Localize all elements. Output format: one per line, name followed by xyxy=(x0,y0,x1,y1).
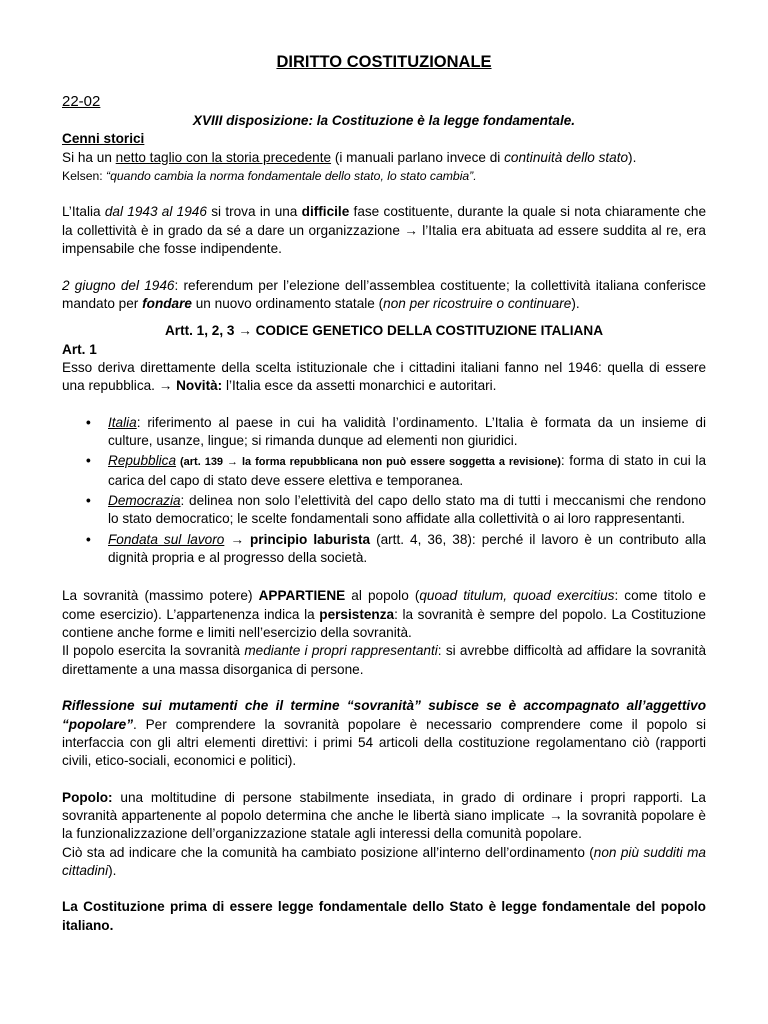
list-item: • Repubblica (art. 139 → la forma repubblicana non può essere soggetta a revisione): forma di stato in cui la carica del capo di stato deve essere elettiva e temporanea. xyxy=(86,453,706,488)
bullet-icon: • xyxy=(86,453,91,469)
subtitle: XVIII disposizione: la Costituzione è la legge fondamentale. xyxy=(192,113,576,128)
paragraph-fase-costituente: L’Italia dal 1943 al 1946 si trova in una difficile fase costituente, durante la quale si nota chiaramente che la collettività è in grado da sé a dare un organizzazione → l’Italia era abituata ad essere suddita al re, era impensabile che fosse indipendente. xyxy=(62,204,707,257)
bullet-icon: • xyxy=(86,531,91,547)
paragraph-riflessione: Riflessione sui mutamenti che il termine “sovranità” subisce se è accompagnato all’aggettivo “popolare”. Per comprendere la sovranità popolare è necessario comprendere come il popolo si interfaccia con gli altri elementi direttivi: i primi 54 articoli della costituzione regolamentano ciò (rapporti civili, etico-sociali, economici e politici). xyxy=(62,698,706,769)
bullet-icon: • xyxy=(86,414,91,430)
paragraph-sovranita: La sovranità (massimo potere) APPARTIENE al popolo (quoad titulum, quoad exercitius: come titolo e come esercizio). L’appartenenza indica la persistenza: la sovranità è sempre del popolo. La Costituzione contiene anche forme e limiti nell’esercizio della sovranità. xyxy=(62,588,706,641)
list-item: • Fondata sul lavoro → principio laburista (artt. 4, 36, 38): perché il lavoro è un contributo alla dignità propria e al progresso della società. xyxy=(86,531,706,565)
conclusion: La Costituzione prima di essere legge fondamentale dello Stato è legge fondamentale del popolo italiano. xyxy=(62,899,706,933)
paragraph-popolo-esercita: Il popolo esercita la sovranità mediante i propri rappresentanti: si avrebbe difficoltà ad affidare la sovranità direttamente a una massa disorganica di persone. xyxy=(62,643,707,677)
art1-paragraph: Esso deriva direttamente della scelta istituzionale che i cittadini italiani fanno nel 1946: quella di essere una repubblica. → Novità: l’Italia esce da assetti monarchici e autoritari. xyxy=(62,359,706,394)
art1-heading: Art. 1 xyxy=(62,341,97,357)
paragraph-comunita: Ciò sta ad indicare che la comunità ha cambiato posizione all’interno dell’ordinamento (non più sudditi ma cittadini). xyxy=(62,844,706,878)
document-body xyxy=(62,52,706,935)
art1-bullet-list xyxy=(62,414,706,567)
bullet-icon: • xyxy=(86,492,91,508)
cenni-heading: Cenni storici xyxy=(62,131,145,147)
artt-heading: Artt. 1, 2, 3 → CODICE GENETICO DELLA COSTITUZIONE ITALIANA xyxy=(164,323,604,339)
cenni-line-1: Si ha un netto taglio con la storia precedente (i manuali parlano invece di continuità dello stato). xyxy=(62,149,637,165)
list-item: • Italia: riferimento al paese in cui ha validità l’ordinamento. L’Italia è formata da un insieme di culture, usanze, lingue; si rimanda dunque ad elementi non giuridici. xyxy=(86,414,706,449)
list-item: • Democrazia: delinea non solo l’elettività del capo dello stato ma di tutti i meccanismi che rendono lo stato democratico; le scelte fondamentali sono affidate alla collettività o ai loro rappresentanti. xyxy=(86,492,706,527)
document-title: DIRITTO COSTITUZIONALE xyxy=(276,53,492,71)
kelsen-quote: Kelsen: “quando cambia la norma fondamentale dello stato, lo stato cambia”. xyxy=(62,168,477,183)
paragraph-popolo: Popolo: una moltitudine di persone stabilmente insediata, in grado di ordinare i propri rapporti. La sovranità appartenente al popolo determina che anche le libertà siano implicate → la sovranità popolare è la funzionalizzazione dell’organizzazione statale agli interessi della comunità popolare. xyxy=(62,789,706,842)
lecture-date: 22-02 xyxy=(62,93,101,110)
paragraph-referendum: 2 giugno del 1946: referendum per l’elezione dell’assemblea costituente; la collettività italiana conferisce mandato per fondare un nuovo ordinamento statale (non per ricostruire o continuare). xyxy=(62,277,706,311)
